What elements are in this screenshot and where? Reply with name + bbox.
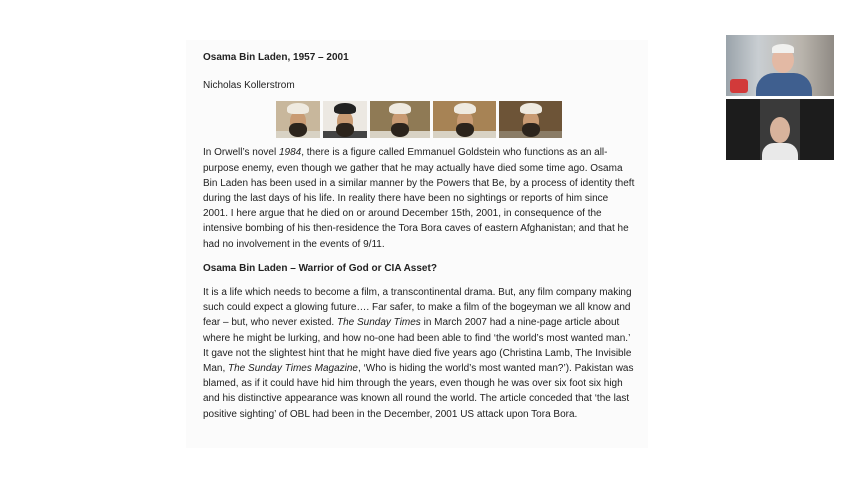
document-page (186, 40, 648, 448)
lamp-image (730, 79, 748, 93)
photo-strip (203, 101, 635, 138)
body-paragraph: It is a life which needs to become a film, a transcontinental drama. But, any film company making such could expect a glowing future…. Far safer, to make a film of the bogeyman we all know and fear – but, who never existed. The Sunday Times in March 2007 had a nine-page article about where he might be lurking, and how no-one had been able to find ‘the world’s most wanted man.’ It gave not the slightest hint that he might have died five years ago (Christina Lamb, The Invisible Man, The Sunday Times Magazine, ‘Who is hiding the world’s most wanted man?’). Pakistan was blamed, as if it could have hid him through the years, even though he was over six foot six high and his distinctive appearance was known all round the world. The article conceded that ‘the last positive sighting’ of OBL had been in the December, 2001 US attack upon Tora Bora. (203, 287, 634, 420)
article-title: Osama Bin Laden, 1957 – 2001 (203, 52, 349, 63)
participant-video-1[interactable] (726, 35, 834, 96)
newspaper-title: The Sunday Times (336, 317, 421, 329)
portrait-photo-1 (276, 101, 320, 138)
portrait-photo-4 (433, 101, 496, 138)
document-content (203, 50, 635, 422)
portrait-photo-3 (370, 101, 430, 138)
magazine-title: The Sunday Times Magazine (228, 363, 358, 375)
intro-paragraph: In Orwell’s novel 1984, there is a figure called Emmanuel Goldstein who functions as an all-purpose enemy, even though we gather that he may actually have died some time ago. Osama Bin Laden has been used in a similar manner by the Powers that Be, by a process of identity theft during the last days of his life. In reality there have been no sightings or reports of him since 2001. I here argue that he died on or around December 15th, 2001, in consequence of the intensive bombing of his then-residence the Tora Bora caves of eastern Afghanistan; and that he had no involvement in the events of 9/11. (203, 147, 635, 250)
participant-video-2[interactable] (726, 99, 834, 160)
novel-title: 1984 (278, 147, 302, 159)
portrait-photo-5 (499, 101, 562, 138)
portrait-photo-2 (323, 101, 367, 138)
section-heading: Osama Bin Laden – Warrior of God or CIA Asset? (203, 262, 437, 274)
article-author: Nicholas Kollerstrom (203, 80, 295, 92)
